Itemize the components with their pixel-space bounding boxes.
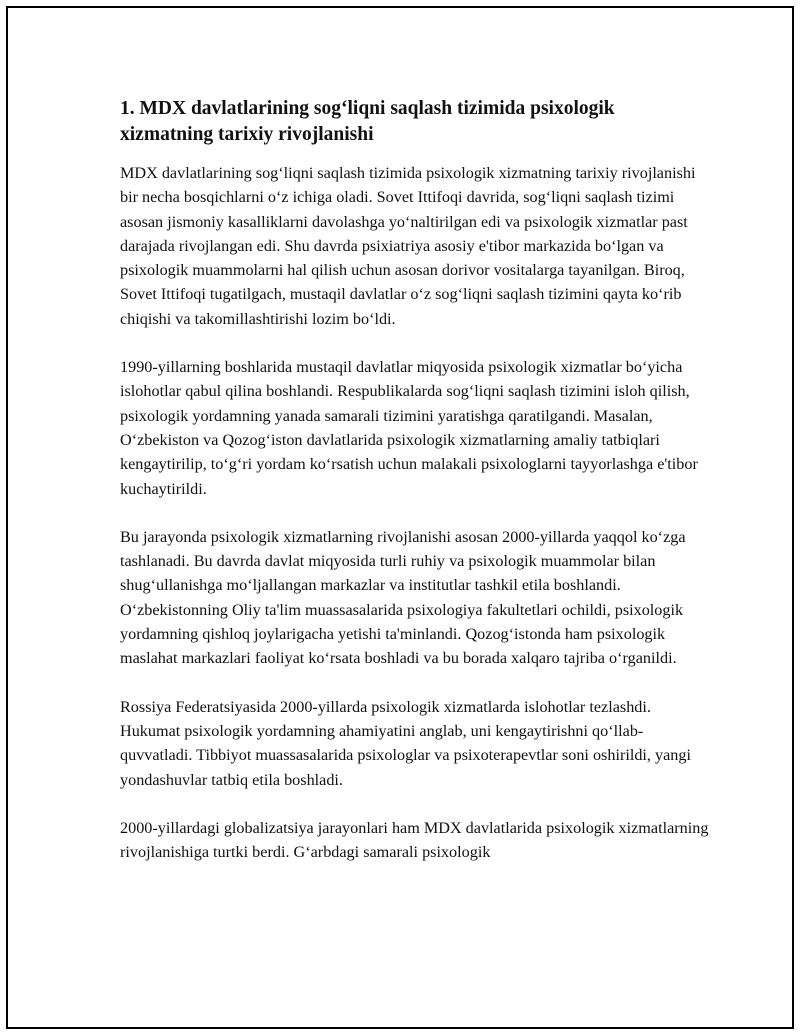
paragraph-1990s-reforms: 1990-yillarning boshlarida mustaqil davlatlar miqyosida psixologik xizmatlar bo‘yicha islohotlar qabul qilina boshlandi. Respublikalarda sog‘liqni saqlash tizimini isloh qilish, psixologik yordamning yanada samarali tizimini yaratishga qaratilgandi. Masalan, O‘zbekiston va Qozog‘iston davlatlarida psixologik xizmatlarning amaliy tatbiqlari kengaytirilip, to‘g‘ri yordam ko‘rsatish uchun malakali psixologlarni tayyorlashga e'tibor kuchaytirildi.: [120, 358, 698, 498]
paragraph-russia: Rossiya Federatsiyasida 2000-yillarda psixologik xizmatlarda islohotlar tezlashdi. Hukumat psixologik yordamning ahamiyatini anglab, uni kengaytirishni qo‘llab-quvvatladi. Tibbiyot muassasalarida psixologlar va psixoterapevtlar soni oshirildi, yangi yondashuvlar tatbiq etila boshladi.: [120, 697, 691, 789]
paragraph-globalization: 2000-yillardagi globalizatsiya jarayonlari ham MDX davlatlarida psixologik xizmatlarning rivojlanishiga turtki berdi. G‘arbdagi samarali psixologik: [120, 818, 709, 862]
section-heading: 1. MDX davlatlarining sog‘liqni saqlash tizimida psixologik xizmatning tarixiy rivojlanishi: [120, 98, 615, 145]
paragraph-2000s-development: Bu jarayonda psixologik xizmatlarning rivojlanishi asosan 2000-yillarda yaqqol ko‘zga tashlanadi. Bu davrda davlat miqyosida turli ruhiy va psixologik muammolar bilan shug‘ullanishga mo‘ljallangan markazlar va institutlar tashkil etila boshlandi. O‘zbekistonning Oliy ta'lim muassasalarida psixologiya fakultetlari ochildi, psixologik yordamning qishloq joylarigacha yetishi ta'minlandi. Qozog‘istonda ham psixologik maslahat markazlari faoliyat ko‘rsata boshladi va bu borada xalqaro tajriba o‘rganildi.: [120, 527, 686, 668]
document-body: [120, 96, 710, 864]
document-page: [6, 6, 794, 1029]
paragraph-soviet-era: MDX davlatlarining sog‘liqni saqlash tizimida psixologik xizmatning tarixiy rivojlanishi bir necha bosqichlarni o‘z ichiga oladi. Sovet Ittifoqi davrida, sog‘liqni saqlash tizimi asosan jismoniy kasalliklarni davolashga yo‘naltirilgan edi va psixologik xizmatlar past darajada rivojlangan edi. Shu davrda psixiatriya asosiy e'tibor markazida bo‘lgan va psixologik muammolarni hal qilish uchun asosan dorivor vositalarga tayanilgan. Biroq, Sovet Ittifoqi tugatilgach, mustaqil davlatlar o‘z sog‘liqni saqlash tizimini qayta ko‘rib chiqishi va takomillashtirishi lozim bo‘ldi.: [120, 164, 696, 328]
